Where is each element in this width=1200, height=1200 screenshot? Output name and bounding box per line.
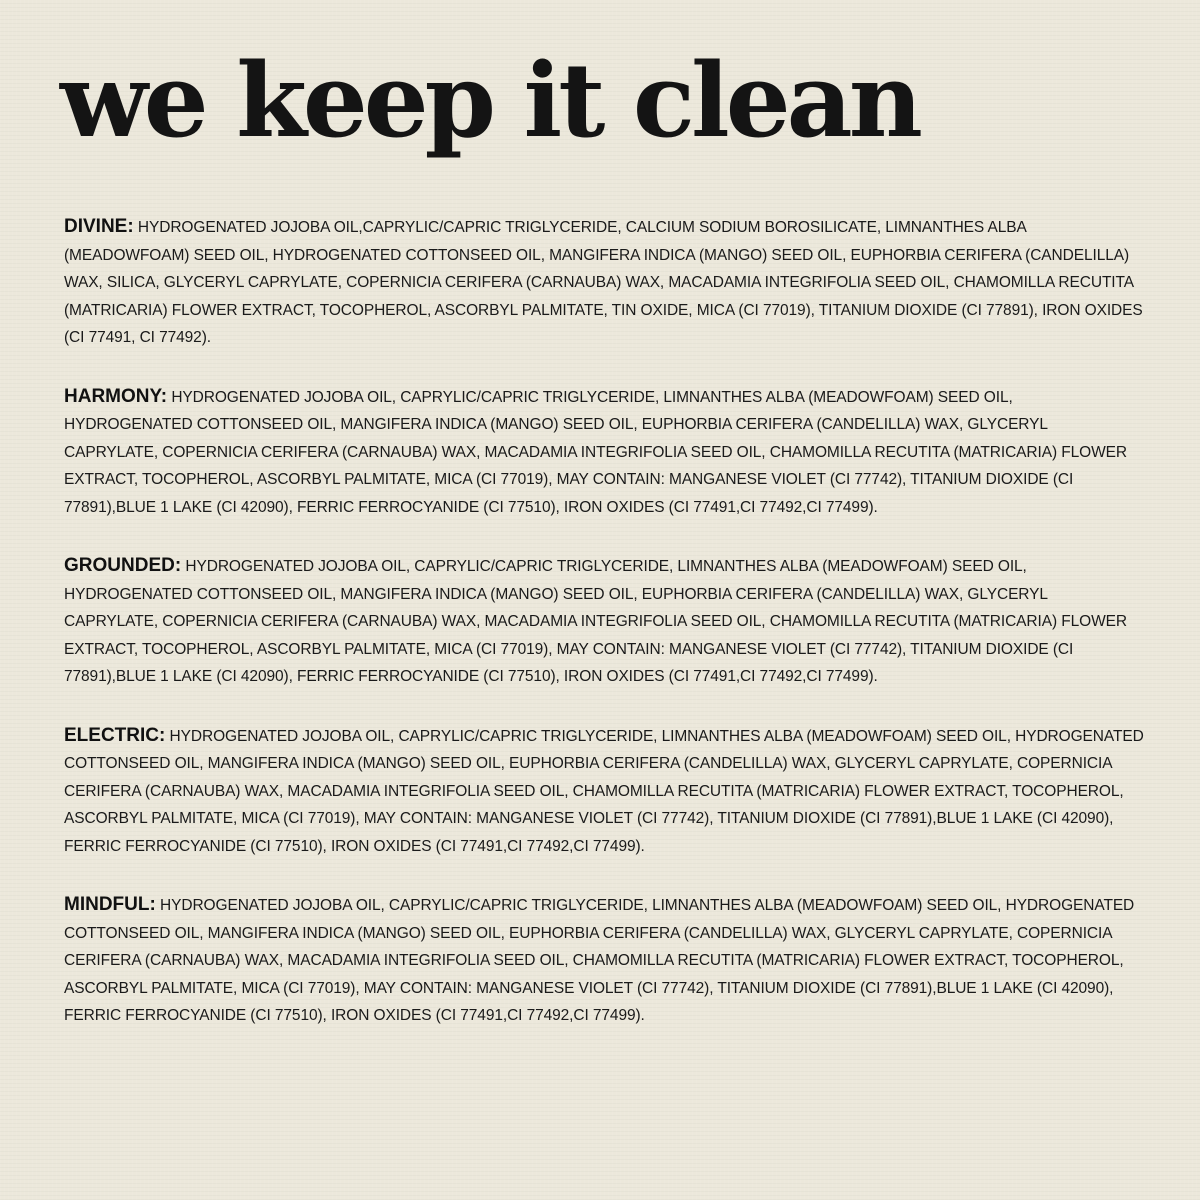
shade-name-harmony: HARMONY:	[64, 385, 168, 407]
shade-name-grounded: GROUNDED:	[64, 555, 182, 576]
ingredient-text-divine: HYDROGENATED JOJOBA OIL,CAPRYLIC/CAPRIC TRIGLYCERIDE, CALCIUM SODIUM BOROSILICATE, LIMNANTHES ALBA (MEADOWFOAM) SEED OIL, HYDROGENATED COTTONSEED OIL, MANGIFERA INDICA (MANGO) SEED OIL, EUPHORBIA CERIFERA (CANDELILLA) WAX, SILICA, GLYCERYL CAPRYLATE, COPERNICIA CERIFERA (CARNAUBA) WAX, MACADAMIA INTEGRIFOLIA SEED OIL, CHAMOMILLA RECUTITA (MATRICARIA) FLOWER EXTRACT, TOCOPHEROL, ASCORBYL PALMITATE, TIN OXIDE, MICA (CI 77019), TITANIUM DIOXIDE (CI 77891), IRON OXIDES (CI 77491, CI 77492).	[64, 219, 1143, 346]
ingredient-block-electric	[64, 722, 1144, 861]
ingredient-text-grounded: HYDROGENATED JOJOBA OIL, CAPRYLIC/CAPRIC TRIGLYCERIDE, LIMNANTHES ALBA (MEADOWFOAM) SEED OIL, HYDROGENATED COTTONSEED OIL, MANGIFERA INDICA (MANGO) SEED OIL, EUPHORBIA CERIFERA (CANDELILLA) WAX, GLYCERYL CAPRYLATE, COPERNICIA CERIFERA (CARNAUBA) WAX, MACADAMIA INTEGRIFOLIA SEED OIL, CHAMOMILLA RECUTITA (MATRICARIA) FLOWER EXTRACT, TOCOPHEROL, ASCORBYL PALMITATE, MICA (CI 77019), MAY CONTAIN: MANGANESE VIOLET (CI 77742), TITANIUM DIOXIDE (CI 77891),BLUE 1 LAKE (CI 42090), FERRIC FERROCYANIDE (CI 77510), IRON OXIDES (CI 77491,CI 77492,CI 77499).	[64, 558, 1127, 685]
ingredient-text-mindful: HYDROGENATED JOJOBA OIL, CAPRYLIC/CAPRIC TRIGLYCERIDE, LIMNANTHES ALBA (MEADOWFOAM) SEED OIL, HYDROGENATED COTTONSEED OIL, MANGIFERA INDICA (MANGO) SEED OIL, EUPHORBIA CERIFERA (CANDELILLA) WAX, GLYCERYL CAPRYLATE, COPERNICIA CERIFERA (CARNAUBA) WAX, MACADAMIA INTEGRIFOLIA SEED OIL, CHAMOMILLA RECUTITA (MATRICARIA) FLOWER EXTRACT, TOCOPHEROL, ASCORBYL PALMITATE, MICA (CI 77019), MAY CONTAIN: MANGANESE VIOLET (CI 77742), TITANIUM DIOXIDE (CI 77891),BLUE 1 LAKE (CI 42090), FERRIC FERROCYANIDE (CI 77510), IRON OXIDES (CI 77491,CI 77492,CI 77499).	[64, 897, 1135, 1024]
shade-name-mindful: MINDFUL:	[64, 894, 156, 915]
page-headline: we keep it clean	[60, 41, 919, 161]
shade-name-divine: DIVINE:	[64, 216, 134, 237]
ingredient-block-harmony	[64, 383, 1144, 522]
ingredient-block-mindful	[64, 891, 1144, 1030]
ingredient-block-grounded	[64, 552, 1144, 691]
ingredient-text-harmony: HYDROGENATED JOJOBA OIL, CAPRYLIC/CAPRIC TRIGLYCERIDE, LIMNANTHES ALBA (MEADOWFOAM) SEED OIL, HYDROGENATED COTTONSEED OIL, MANGIFERA INDICA (MANGO) SEED OIL, EUPHORBIA CERIFERA (CANDELILLA) WAX, GLYCERYL CAPRYLATE, COPERNICIA CERIFERA (CARNAUBA) WAX, MACADAMIA INTEGRIFOLIA SEED OIL, CHAMOMILLA RECUTITA (MATRICARIA) FLOWER EXTRACT, TOCOPHEROL, ASCORBYL PALMITATE, MICA (CI 77019), MAY CONTAIN: MANGANESE VIOLET (CI 77742), TITANIUM DIOXIDE (CI 77891),BLUE 1 LAKE (CI 42090), FERRIC FERROCYANIDE (CI 77510), IRON OXIDES (CI 77491,CI 77492,CI 77499).	[64, 388, 1127, 516]
ingredient-lists	[64, 213, 1144, 1061]
ingredient-text-electric: HYDROGENATED JOJOBA OIL, CAPRYLIC/CAPRIC TRIGLYCERIDE, LIMNANTHES ALBA (MEADOWFOAM) SEED OIL, HYDROGENATED COTTONSEED OIL, MANGIFERA INDICA (MANGO) SEED OIL, EUPHORBIA CERIFERA (CANDELILLA) WAX, GLYCERYL CAPRYLATE, COPERNICIA CERIFERA (CARNAUBA) WAX, MACADAMIA INTEGRIFOLIA SEED OIL, CHAMOMILLA RECUTITA (MATRICARIA) FLOWER EXTRACT, TOCOPHEROL, ASCORBYL PALMITATE, MICA (CI 77019), MAY CONTAIN: MANGANESE VIOLET (CI 77742), TITANIUM DIOXIDE (CI 77891),BLUE 1 LAKE (CI 42090), FERRIC FERROCYANIDE (CI 77510), IRON OXIDES (CI 77491,CI 77492,CI 77499).	[64, 727, 1144, 855]
shade-name-electric: ELECTRIC:	[64, 724, 166, 746]
ingredient-block-divine	[64, 213, 1144, 352]
